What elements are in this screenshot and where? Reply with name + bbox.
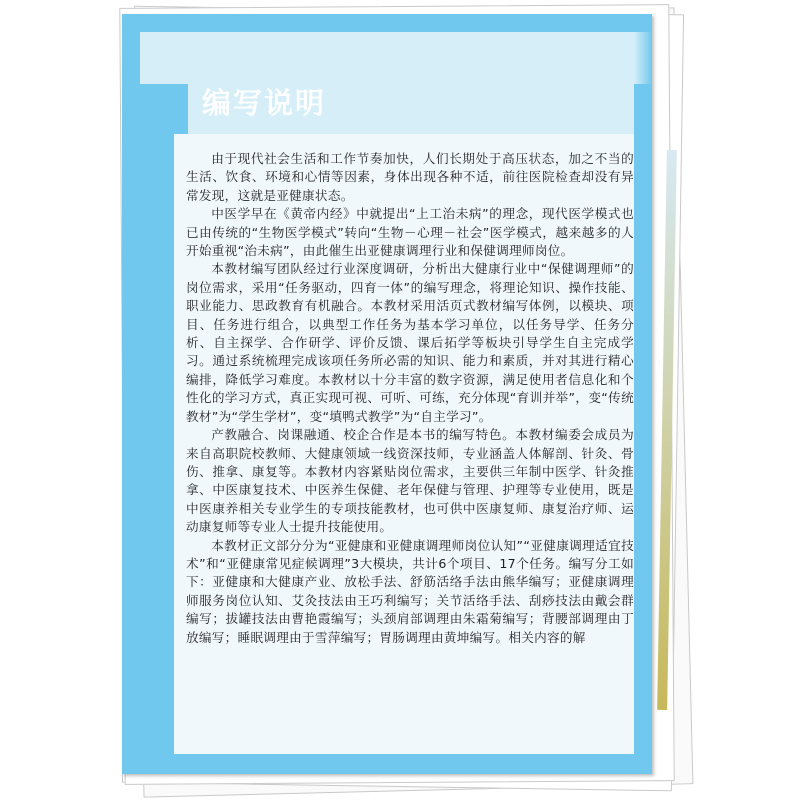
paragraph-4: 产教融合、岗课融通、校企合作是本书的编写特色。本教材编委会成员为来自高职院校教师、大健康领域一线资深技师，专业涵盖人体解剖、针灸、骨伤、推拿、康复等。本教材内容紧贴岗位需求，主要供三年制中医学、针灸推拿、中医康复技术、中医养生保健、老年保健与管理、护理等专业使用，既是中医康养相关专业学生的专项技能教材，也可供中医康复师、康复治疗师、运动康复师等专业人士提升技能使用。 xyxy=(186,427,634,535)
document-page xyxy=(122,14,652,774)
paragraph-2: 中医学早在《黄帝内经》中就提出“上工治未病”的理念，现代医学模式也已由传统的“生物医学模式”转向“生物－心理－社会”医学模式，越来越多的人开始重视“治未病”，由此催生出亚健康调理行业和保健调理师岗位。 xyxy=(186,206,634,259)
paragraph-1: 由于现代社会生活和工作节奏加快，人们长期处于高压状态，加之不当的生活、饮食、环境和心情等因素，身体出现各种不适，前往医院检查却没有异常发现，这就是亚健康状态。 xyxy=(186,151,634,203)
paragraph-3: 本教材编写团队经过行业深度调研，分析出大健康行业中“保健调理师”的岗位需求，采用“任务驱动，四育一体”的编写理念，将理论知识、操作技能、职业能力、思政教育有机融合。本教材采用活页式教材编写体例，以模块、项目、任务进行组合，以典型工作任务为基本学习单位，以任务导学、任务分析、自主探学、合作研学、评价反馈、课后拓学等板块引导学生自主完成学习。通过系统梳理完成该项任务所必需的知识、能力和素质，并对其进行精心编排，降低学习难度。本教材以十分丰富的数字资源，满足使用者信息化和个性化的学习方式，真正实现可视、可听、可练，充分体现“育训并举”，变“传统教材”为“学生学材”，变“填鸭式教学”为“自主学习”。 xyxy=(186,261,634,424)
page-title: 编写说明 xyxy=(202,86,327,120)
paragraph-5: 本教材正文部分分为“亚健康和亚健康调理师岗位认知”“亚健康调理适宜技术”和“亚健康常见症候调理”3大模块，共计6个项目、17个任务。编写分工如下：亚健康和大健康产业、放松手法、舒筋活络手法由熊华编写；亚健康调理师服务岗位认知、艾灸技法由王巧利编写；关节活络手法、刮痧技法由戴会群编写；拔罐技法由曹艳霞编写；头颈肩部调理由朱霜菊编写；背腰部调理由丁放编写；睡眠调理由于雪萍编写；胃肠调理由黄坤编写。相关内容的解 xyxy=(186,537,634,645)
body-text xyxy=(186,150,634,647)
